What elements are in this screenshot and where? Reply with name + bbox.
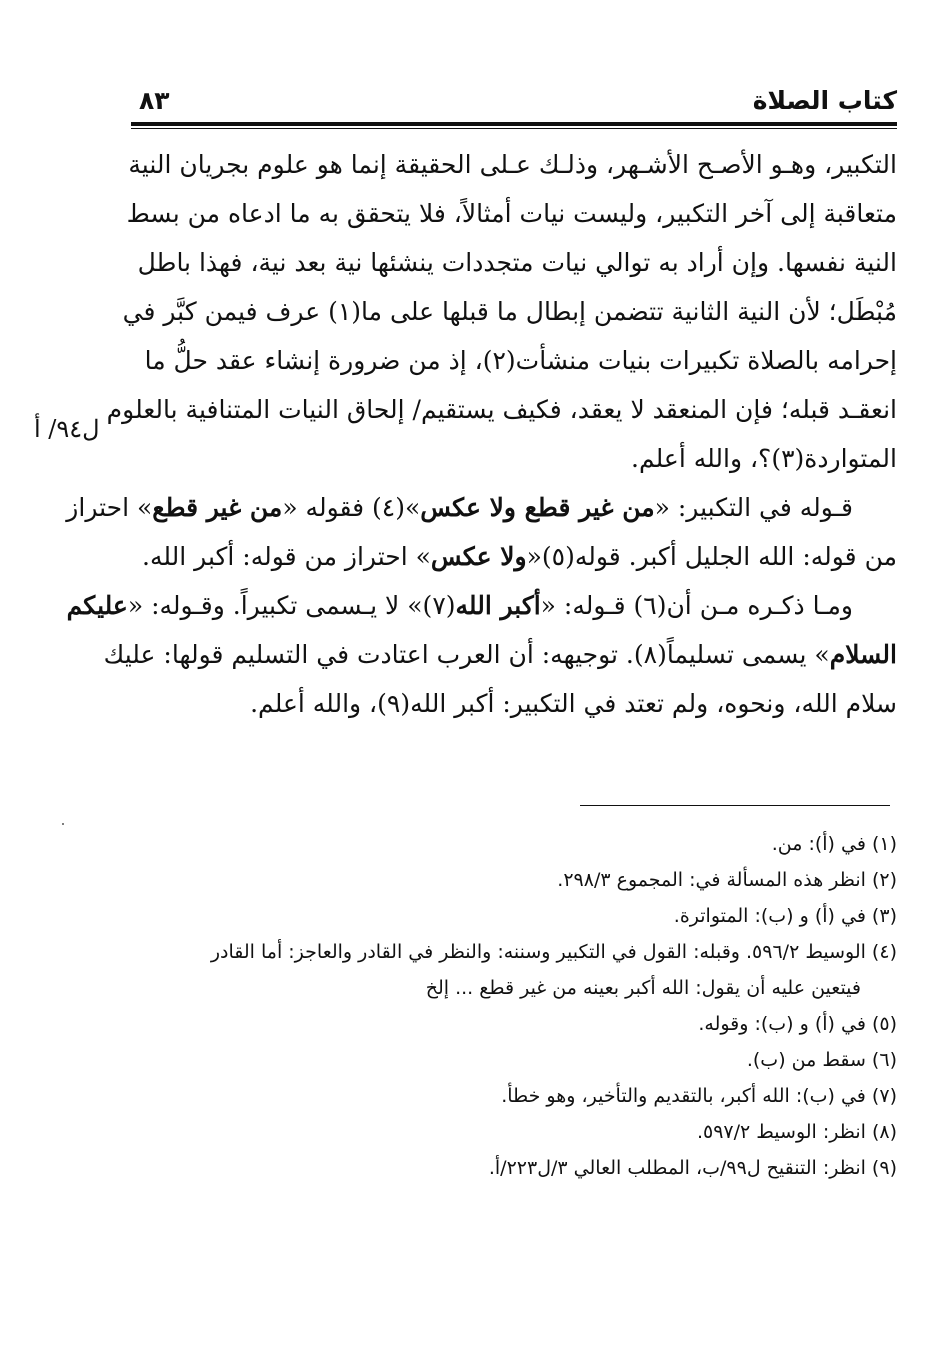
footnote-continuation: فيتعين عليه أن يقول: الله أكبر بعينه من غير قطع ... إلخ bbox=[425, 977, 861, 999]
paragraph-1 bbox=[106, 140, 897, 483]
text-line: انعقـد قبله؛ فإن المنعقد لا يعقد، فكيف يستقيم/ إلحاق النيات المتنافية بالعلوم bbox=[106, 395, 897, 424]
footnote: (٤) الوسيط ٥٩٦/٢. وقبله: القول في التكبير وسننه: والنظر في القادر والعاجز: أما القادر bbox=[210, 941, 897, 963]
print-speck bbox=[62, 823, 64, 825]
footnote: (٧) في (ب): الله أكبر، بالتقديم والتأخير، وهو خطأ. bbox=[501, 1085, 897, 1107]
manuscript-folio-note: ل٩٤/ أ bbox=[34, 415, 100, 443]
text-line bbox=[131, 679, 897, 728]
text-run: من قوله: الله الجليل أكبر. قوله(٥)« bbox=[526, 542, 897, 571]
text-line: متعاقبة إلى آخر التكبير، وليست نيات أمثالاً، فلا يتحقق به ما ادعاه من بسط bbox=[126, 199, 897, 228]
quoted-term: عليكم bbox=[66, 591, 128, 620]
quoted-term: أكبر الله bbox=[455, 591, 541, 620]
footnote-separator bbox=[580, 805, 890, 806]
text-line bbox=[103, 630, 897, 679]
text-run: » احتراز bbox=[66, 493, 153, 522]
header-rule-thin bbox=[131, 128, 897, 129]
footnote: (٩) انظر: التنقيح ل٩٩/ب، المطلب العالي ٣/ل٢٢٣/أ. bbox=[488, 1157, 897, 1179]
header-rule-thick bbox=[131, 122, 897, 126]
footnote: (٨) انظر: الوسيط ٥٩٧/٢. bbox=[696, 1121, 897, 1143]
text-line: النية نفسها. وإن أراد به توالي نيات متجددات ينشئها نية بعد نية، فهذا باطل bbox=[137, 248, 897, 277]
text-line bbox=[66, 581, 897, 630]
footnote: (١) في (أ): من. bbox=[771, 833, 897, 855]
paragraph-2 bbox=[66, 483, 897, 581]
text-run: (٧)» لا يـسمى تكبيراً. وقـوله: « bbox=[127, 591, 456, 620]
footnote: (٣) في (أ) و (ب): المتواترة. bbox=[673, 905, 897, 927]
footnotes bbox=[131, 826, 897, 1186]
page-number: ٨٣ bbox=[139, 86, 170, 115]
text-line: المتواردة(٣)؟، والله أعلم. bbox=[631, 444, 897, 473]
text-run: قـوله في التكبير: « bbox=[654, 493, 853, 522]
text-run: »(٤) فقوله « bbox=[282, 493, 421, 522]
text-run: ومـا ذكـره مـن أن(٦) قـوله: « bbox=[540, 591, 853, 620]
running-title: كتاب الصلاة bbox=[752, 86, 897, 115]
quoted-term: ولا عكس bbox=[430, 542, 527, 571]
paragraph-3 bbox=[66, 581, 897, 728]
text-line: التكبير، وهـو الأصـح الأشـهر، وذلـك عـلى الحقيقة إنما هو علوم بجريان النية bbox=[128, 150, 897, 179]
quoted-term: من غير قطع ولا عكس bbox=[420, 493, 655, 522]
text-line bbox=[131, 532, 897, 581]
text-line bbox=[66, 483, 897, 532]
text-run: سلام الله، ونحوه، ولم تعتد في التكبير: أكبر الله(٩)، والله أعلم. bbox=[250, 689, 897, 718]
footnote: (٦) سقط من (ب). bbox=[746, 1049, 897, 1071]
text-line: مُبْطَل؛ لأن النية الثانية تتضمن إبطال ما قبلها على ما(١) عرف فيمن كبَّر في bbox=[122, 297, 897, 326]
quoted-term: من غير قطع bbox=[152, 493, 283, 522]
page-header bbox=[131, 86, 897, 122]
footnote: (٥) في (أ) و (ب): وقوله. bbox=[698, 1013, 897, 1035]
text-run: » يسمى تسليماً(٨). توجيهه: أن العرب اعتادت في التسليم قولها: عليك bbox=[103, 640, 830, 669]
footnote: (٢) انظر هذه المسألة في: المجموع ٢٩٨/٣. bbox=[557, 869, 897, 891]
text-run: » احتراز من قوله: أكبر الله. bbox=[142, 542, 431, 571]
quoted-term: السلام bbox=[829, 640, 897, 669]
text-line: إحرامه بالصلاة تكبيرات بنيات منشأت(٢)، إذ من ضرورة إنشاء عقد حلُّ ما bbox=[144, 346, 897, 375]
